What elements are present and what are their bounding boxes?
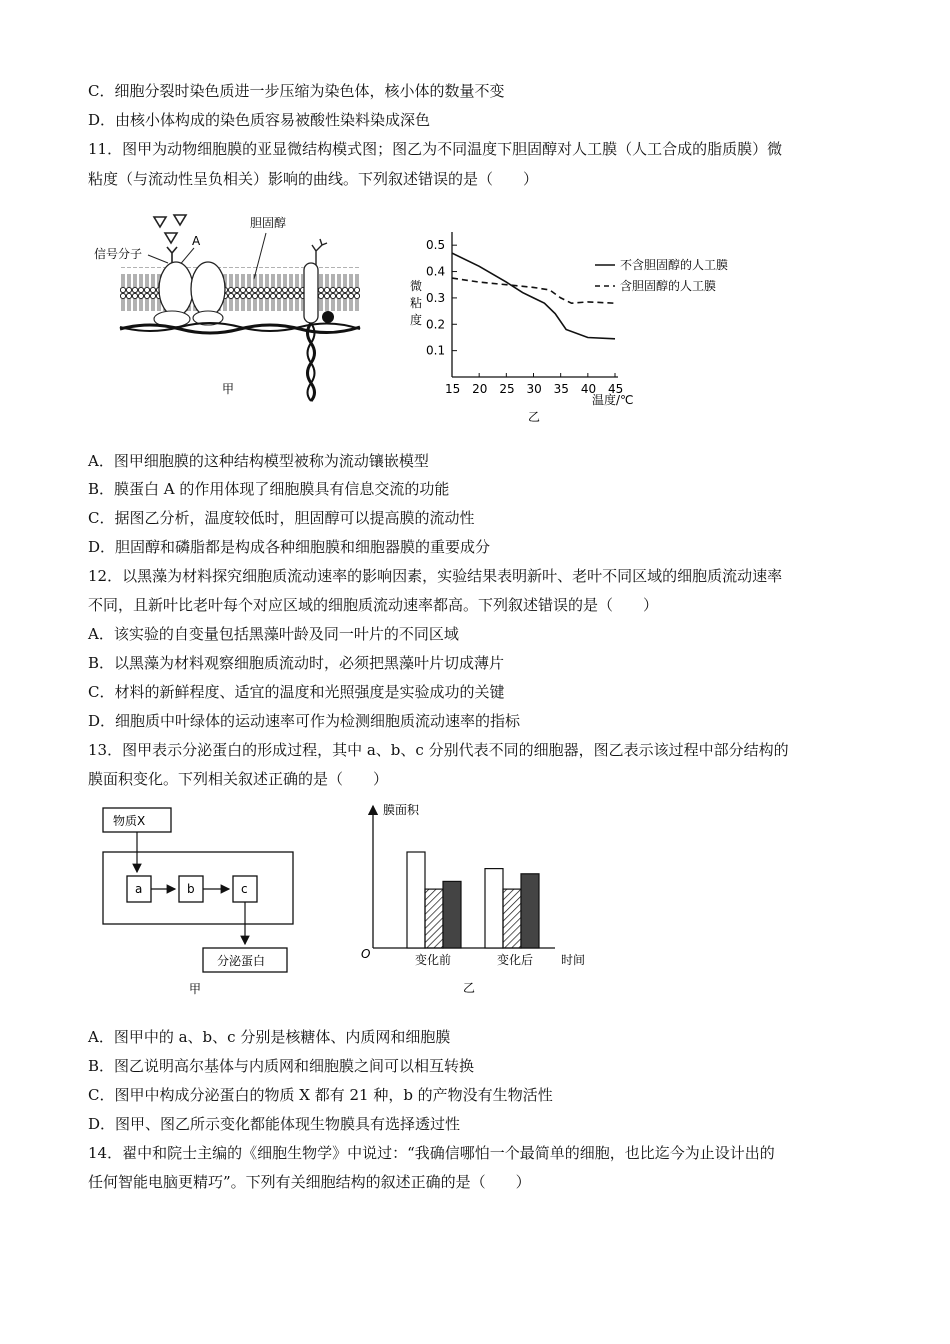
x-tick-label: 40 [580, 382, 597, 396]
question-13-stem-1: 13．图甲表示分泌蛋白的形成过程，其中 a、b、c 分别代表不同的细胞器，图乙表示该过程中部分结构的 [88, 741, 789, 759]
bar-0-2 [443, 881, 461, 948]
secretion-flow-diagram [95, 800, 325, 1000]
q13-option-c: C．图甲中构成分泌蛋白的物质 X 都有 21 种，b 的产物没有生物活性 [88, 1086, 553, 1104]
transmembrane-protein [304, 263, 318, 323]
x-tick-label: 15 [445, 382, 461, 396]
legend-with-cholesterol: 含胆固醇的人工膜 [620, 279, 717, 293]
q13-option-d: D．图甲、图乙所示变化都能体现生物膜具有选择透过性 [88, 1115, 461, 1133]
chart-caption: 乙 [528, 410, 541, 424]
series-with-cholesterol [452, 278, 615, 303]
q11-option-b: B．膜蛋白 A 的作用体现了细胞膜具有信息交流的功能 [88, 480, 450, 498]
q11-option-d: D．胆固醇和磷脂都是构成各种细胞膜和细胞器膜的重要成分 [88, 538, 491, 556]
y-axis-label-char: 粘 [410, 296, 423, 310]
bar-y-label: 膜面积 [383, 803, 420, 817]
question-11-stem-2: 粘度（与流动性呈负相关）影响的曲线。下列叙述错误的是（ ） [88, 170, 539, 188]
question-14-stem-1: 14．翟中和院士主编的《细胞生物学》中说过：“我确信哪怕一个最简单的细胞，也比迄今为止设计出的 [88, 1144, 775, 1162]
bar-x-label: 时间 [561, 953, 586, 967]
y-tick-label: 0.1 [426, 343, 446, 358]
membrane-protein [191, 262, 225, 316]
bar-category-before: 变化前 [415, 953, 452, 967]
y-axis-label-char: 度 [410, 313, 423, 327]
y-tick-label: 0.3 [426, 290, 446, 305]
x-tick-label: 20 [472, 382, 488, 396]
q13-option-a: A．图甲中的 a、b、c 分别是核糖体、内质网和细胞膜 [88, 1028, 451, 1046]
bar-category-after: 变化后 [497, 953, 534, 967]
bar-caption: 乙 [463, 981, 476, 995]
x-tick-label: 25 [499, 382, 515, 396]
question-13-stem-2: 膜面积变化。下列相关叙述正确的是（ ） [88, 770, 389, 788]
phospholipid-bilayer [120, 267, 360, 311]
legend-no-cholesterol: 不含胆固醇的人工膜 [620, 258, 729, 272]
membrane-caption: 甲 [222, 382, 235, 396]
text-line-d10: D．由核小体构成的染色质容易被酸性染料染成深色 [88, 111, 431, 129]
q12-option-b: B．以黑藻为材料观察细胞质流动时，必须把黑藻叶片切成薄片 [88, 654, 505, 672]
q12-option-d: D．细胞质中叶绿体的运动速率可作为检测细胞质流动速率的指标 [88, 712, 521, 730]
membrane-protein-a [159, 262, 193, 316]
cholesterol-label: 胆固醇 [250, 216, 287, 230]
y-tick-label: 0.5 [426, 238, 446, 253]
bar-1-1 [503, 889, 521, 948]
flow-caption: 甲 [189, 982, 202, 996]
glycan-icon [312, 239, 327, 267]
y-tick-label: 0.4 [426, 264, 446, 279]
membrane-diagram [90, 205, 380, 405]
bar-1-0 [485, 869, 503, 948]
signal-molecule-icons [154, 215, 186, 243]
series-no-cholesterol [452, 253, 615, 339]
y-axis-label-char: 微 [410, 279, 423, 293]
x-tick-label: 30 [526, 382, 542, 396]
question-14-stem-2: 任何智能电脑更精巧”。下列有关细胞结构的叙述正确的是（ ） [88, 1173, 531, 1191]
y-tick-label: 0.2 [426, 317, 446, 332]
bar-0-0 [407, 852, 425, 948]
svg-text:b: b [187, 882, 195, 896]
text-line-c10: C．细胞分裂时染色质进一步压缩为染色体，核小体的数量不变 [88, 82, 505, 100]
substance-x-label: 物质X [113, 814, 146, 828]
x-tick-label: 35 [553, 382, 569, 396]
q12-option-c: C．材料的新鲜程度、适宜的温度和光照强度是实验成功的关键 [88, 683, 505, 701]
svg-text:c: c [241, 882, 248, 896]
bar-1-2 [521, 874, 539, 948]
question-12-stem-1: 12．以黑藻为材料探究细胞质流动速率的影响因素，实验结果表明新叶、老叶不同区域的细胞质流动速率 [88, 567, 783, 585]
q11-option-a: A．图甲细胞膜的这种结构模型被称为流动镶嵌模型 [88, 452, 429, 470]
membrane-area-bar-chart [355, 800, 605, 1000]
bar-0-1 [425, 889, 443, 948]
question-11-stem-1: 11．图甲为动物细胞膜的亚显微结构模式图；图乙为不同温度下胆固醇对人工膜（人工合成的脂质膜）微 [88, 140, 783, 158]
x-tick-label: 45 [608, 382, 624, 396]
secreted-protein-label: 分泌蛋白 [217, 954, 266, 968]
q11-option-c: C．据图乙分析，温度较低时，胆固醇可以提高膜的流动性 [88, 509, 475, 527]
svg-text:a: a [135, 882, 143, 896]
x-axis-label: 温度/℃ [592, 393, 634, 407]
question-12-stem-2: 不同，且新叶比老叶每个对应区域的细胞质流动速率都高。下列叙述错误的是（ ） [88, 596, 659, 614]
viscosity-line-chart [400, 212, 780, 427]
protein-a-label: A [192, 234, 201, 248]
signal-molecule-label: 信号分子 [94, 247, 143, 261]
q12-option-a: A．该实验的自变量包括黑藻叶龄及同一叶片的不同区域 [88, 625, 459, 643]
y-axis-label [410, 278, 422, 327]
q13-option-b: B．图乙说明高尔基体与内质网和细胞膜之间可以相互转换 [88, 1057, 475, 1075]
bar-origin: O [361, 947, 371, 961]
